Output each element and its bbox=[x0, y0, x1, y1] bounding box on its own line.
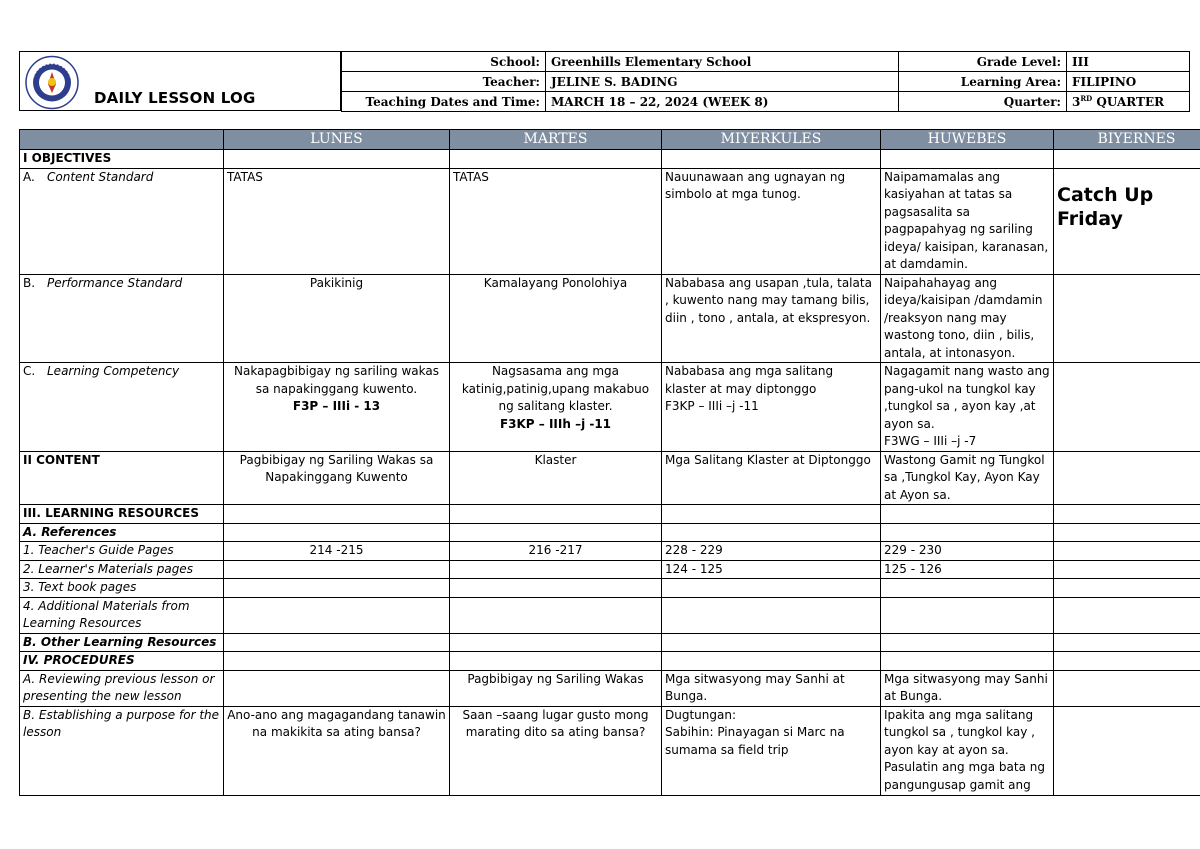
table-row bbox=[20, 150, 1200, 169]
row-label-text-book: 3. Text book pages bbox=[20, 579, 224, 598]
row-label-content-standard: A. Content Standard bbox=[20, 168, 224, 274]
section-content: II CONTENT bbox=[20, 451, 224, 505]
school-value: Greenhills Elementary School bbox=[546, 52, 899, 72]
cell-miyerkules: 124 - 125 bbox=[662, 560, 881, 579]
header-title-box bbox=[19, 51, 341, 111]
cell-huwebes: 229 - 230 bbox=[881, 542, 1054, 561]
table-row bbox=[20, 451, 1200, 505]
day-header-martes: MARTES bbox=[450, 130, 662, 150]
cell-lunes: 214 -215 bbox=[224, 542, 450, 561]
row-label-performance-standard: B. Performance Standard bbox=[20, 274, 224, 363]
day-header-lunes: LUNES bbox=[224, 130, 450, 150]
catch-up-friday-note: Catch Up Friday bbox=[1057, 183, 1154, 230]
row-label-additional-materials: 4. Additional Materials from Learning Resources bbox=[20, 597, 224, 633]
teacher-label: Teacher: bbox=[342, 72, 546, 92]
dates-label: Teaching Dates and Time: bbox=[342, 92, 546, 112]
cell-huwebes: Naipamamalas ang kasiyahan at tatas sa pagsasalita sa pagpapahyag ng sariling ideya/ kaisipan, karanasan, at damdamin. bbox=[881, 168, 1054, 274]
row-label-establishing-purpose: B. Establishing a purpose for the lesson bbox=[20, 706, 224, 795]
day-header-huwebes: HUWEBES bbox=[881, 130, 1054, 150]
cell-huwebes: 125 - 126 bbox=[881, 560, 1054, 579]
cell-lunes: Pakikinig bbox=[224, 274, 450, 363]
area-label: Learning Area: bbox=[899, 72, 1067, 92]
table-row bbox=[20, 560, 1200, 579]
cell-lunes: Pagbibigay ng Sariling Wakas sa Napakinggang Kuwento bbox=[224, 451, 450, 505]
deped-seal-icon bbox=[23, 55, 81, 110]
cell-lunes: TATAS bbox=[224, 168, 450, 274]
cell-martes: Pagbibigay ng Sariling Wakas bbox=[450, 670, 662, 706]
cell-miyerkules: Nababasa ang mga salitang klaster at may diptonggo F3KP – IIIi –j -11 bbox=[662, 363, 881, 452]
section-other-resources: B. Other Learning Resources bbox=[20, 633, 224, 652]
table-row bbox=[20, 274, 1200, 363]
section-references: A. References bbox=[20, 523, 224, 542]
table-row bbox=[20, 505, 1200, 524]
cell-huwebes: Wastong Gamit ng Tungkol sa ,Tungkol Kay, Ayon Kay at Ayon sa. bbox=[881, 451, 1054, 505]
cell-lunes: Nakapagbibigay ng sariling wakas sa napakinggang kuwento. F3P – IIIi - 13 bbox=[224, 363, 450, 452]
quarter-value: 3RD QUARTER bbox=[1067, 92, 1190, 112]
cell-huwebes: Ipakita ang mga salitang tungkol sa , tungkol kay , ayon kay at ayon sa. Pasulatin ang mga bata ng pangungusap gamit ang bbox=[881, 706, 1054, 795]
cell-lunes: Ano-ano ang magagandang tanawin na makikita sa ating bansa? bbox=[224, 706, 450, 795]
cell-martes: TATAS bbox=[450, 168, 662, 274]
school-label: School: bbox=[342, 52, 546, 72]
table-row bbox=[20, 633, 1200, 652]
table-row bbox=[20, 579, 1200, 598]
page-title: DAILY LESSON LOG bbox=[94, 89, 256, 107]
table-row bbox=[20, 523, 1200, 542]
day-header-biyernes: BIYERNES bbox=[1054, 130, 1200, 150]
table-row bbox=[20, 597, 1200, 633]
section-learning-resources: III. LEARNING RESOURCES bbox=[20, 505, 224, 524]
table-row bbox=[20, 706, 1200, 795]
area-value: FILIPINO bbox=[1067, 72, 1190, 92]
section-objectives: I OBJECTIVES bbox=[20, 150, 224, 169]
corner-cell bbox=[20, 130, 224, 150]
cell-huwebes: Mga sitwasyong may Sanhi at Bunga. bbox=[881, 670, 1054, 706]
table-row bbox=[20, 670, 1200, 706]
cell-miyerkules: Nababasa ang usapan ,tula, talata , kuwento nang may tamang bilis, diin , tono , antala, at ekspresyon. bbox=[662, 274, 881, 363]
quarter-label: Quarter: bbox=[899, 92, 1067, 112]
row-label-learning-competency: C. Learning Competency bbox=[20, 363, 224, 452]
cell-miyerkules: Mga sitwasyong may Sanhi at Bunga. bbox=[662, 670, 881, 706]
lesson-log-table bbox=[19, 129, 1200, 796]
cell-martes: Klaster bbox=[450, 451, 662, 505]
day-header-miyerkules: MIYERKULES bbox=[662, 130, 881, 150]
row-label-learners-materials: 2. Learner's Materials pages bbox=[20, 560, 224, 579]
teacher-value: JELINE S. BADING bbox=[546, 72, 899, 92]
grade-value: III bbox=[1067, 52, 1190, 72]
cell-huwebes: Nagagamit nang wasto ang pang-ukol na tungkol kay ,tungkol sa , ayon kay ,at ayon sa. F3WG – IIIi –j -7 bbox=[881, 363, 1054, 452]
cell-martes: Kamalayang Ponolohiya bbox=[450, 274, 662, 363]
grade-label: Grade Level: bbox=[899, 52, 1067, 72]
table-row bbox=[20, 652, 1200, 671]
table-row bbox=[20, 363, 1200, 452]
cell-miyerkules: Nauunawaan ang ugnayan ng simbolo at mga tunog. bbox=[662, 168, 881, 274]
dates-value: MARCH 18 – 22, 2024 (WEEK 8) bbox=[546, 92, 899, 112]
cell-martes: Nagsasama ang mga katinig,patinig,upang makabuo ng salitang klaster. F3KP – IIIh –j -11 bbox=[450, 363, 662, 452]
cell-huwebes: Naipahahayag ang ideya/kaisipan /damdamin /reaksyon nang may wastong tono, diin , bilis, antala, at intonasyon. bbox=[881, 274, 1054, 363]
cell-miyerkules: Dugtungan: Sabihin: Pinayagan si Marc na sumama sa field trip bbox=[662, 706, 881, 795]
table-row bbox=[20, 542, 1200, 561]
cell-martes: 216 -217 bbox=[450, 542, 662, 561]
table-row bbox=[20, 168, 1200, 274]
row-label-teachers-guide: 1. Teacher's Guide Pages bbox=[20, 542, 224, 561]
header-info-table bbox=[341, 51, 1190, 112]
row-label-reviewing: A. Reviewing previous lesson or presenting the new lesson bbox=[20, 670, 224, 706]
cell-miyerkules: Mga Salitang Klaster at Diptonggo bbox=[662, 451, 881, 505]
cell-biyernes bbox=[1054, 168, 1200, 274]
section-procedures: IV. PROCEDURES bbox=[20, 652, 224, 671]
cell-miyerkules: 228 - 229 bbox=[662, 542, 881, 561]
cell-martes: Saan –saang lugar gusto mong marating dito sa ating bansa? bbox=[450, 706, 662, 795]
